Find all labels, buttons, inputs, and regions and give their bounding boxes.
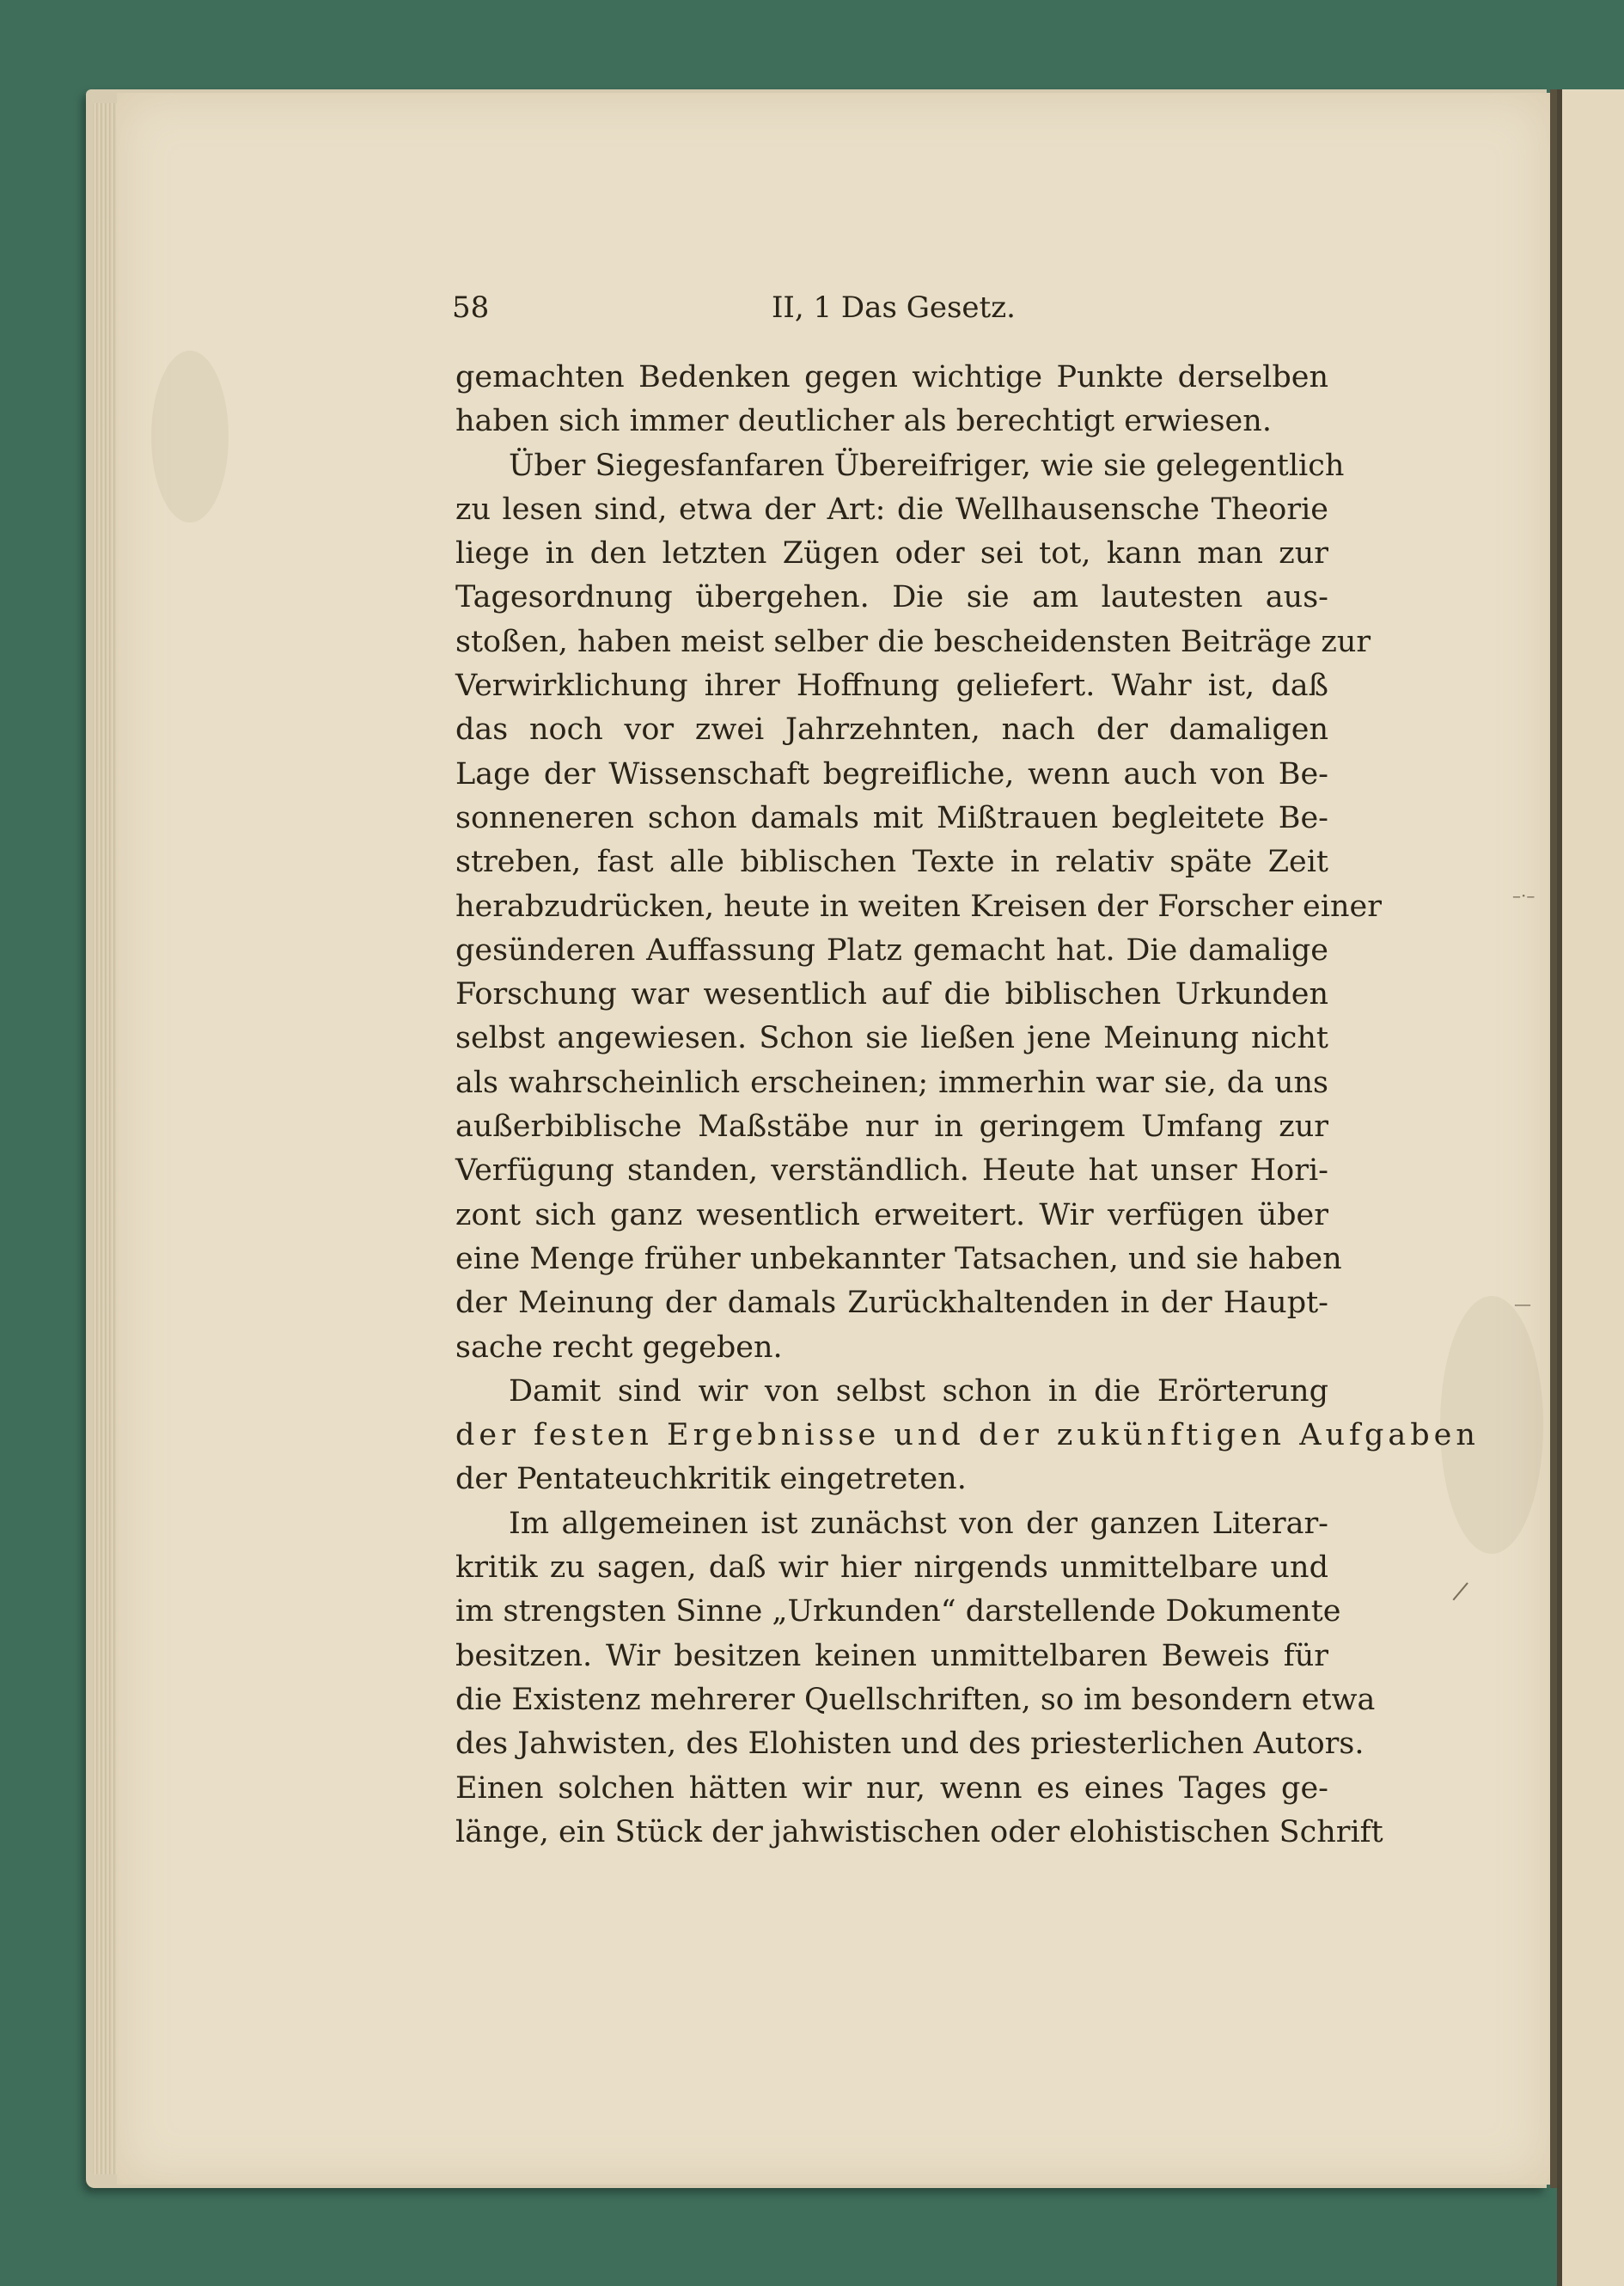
text-line: des Jahwisten, des Elohisten und des priesterlichen Autors. (455, 1727, 1365, 1762)
text-line: das noch vor zwei Jahrzehnten, nach der damaligen (455, 712, 1328, 748)
text-line: gemachten Bedenken gegen wichtige Punkte derselben (455, 360, 1328, 394)
page-number: 58 (452, 290, 490, 325)
text-line: zont sich ganz wesentlich erweitert. Wir verfügen über (455, 1197, 1328, 1232)
text-line: der Meinung der damals Zurückhaltenden in der Haupt- (455, 1286, 1328, 1321)
text-line: eine Menge früher unbekannter Tatsachen, und sie haben (455, 1241, 1342, 1276)
margin-mark: –·– (1512, 885, 1535, 906)
text-line: Damit sind wir von selbst schon in die Erörterung (509, 1373, 1328, 1409)
margin-mark: | (1450, 1578, 1473, 1604)
text-line: Einen solchen hätten wir nur, wenn es eines Tages ge- (455, 1770, 1328, 1806)
text-line: liege in den letzten Zügen oder sei tot, kann man zur (455, 536, 1328, 572)
text-line: Verfügung standen, verständlich. Heute hat unser Hori- (455, 1153, 1328, 1189)
facing-page-edge (1557, 89, 1624, 2286)
text-line: zu lesen sind, etwa der Art: die Wellhausensche Theorie (455, 492, 1328, 527)
text-line: der Pentateuchkritik eingetreten. (455, 1462, 967, 1497)
text-line: der festen Ergebnisse und der zukünftigen Aufgaben (455, 1418, 1480, 1453)
text-line: sonneneren schon damals mit Mißtrauen begleitete Be- (455, 800, 1328, 835)
text-line: Lage der Wissenschaft begreifliche, wenn auch von Be- (455, 756, 1328, 792)
text-line: Forschung war wesentlich auf die biblischen Urkunden (455, 977, 1328, 1012)
body-text (455, 356, 1480, 1855)
text-line: sache recht gegeben. (455, 1329, 783, 1365)
text-line: besitzen. Wir besitzen keinen unmittelbaren Beweis für (455, 1638, 1328, 1673)
text-line: herabzudrücken, heute in weiten Kreisen der Forscher einer (455, 889, 1382, 924)
running-head (452, 290, 1328, 335)
text-line: Verwirklichung ihrer Hoffnung geliefert. Wahr ist, daß (455, 669, 1328, 704)
text-line: haben sich immer deutlicher als berechtigt erwiesen. (455, 404, 1272, 439)
paper-stain (151, 351, 229, 523)
text-line: Im allgemeinen ist zunächst von der ganzen Literar- (509, 1506, 1328, 1541)
text-line: als wahrscheinlich erscheinen; immerhin war sie, da uns (455, 1065, 1328, 1100)
text-line: Über Siegesfanfaren Übereifriger, wie sie gelegentlich (509, 448, 1345, 483)
text-line: Tagesordnung übergehen. Die sie am lautesten aus- (455, 580, 1328, 615)
text-line: die Existenz mehrerer Quellschriften, so im besondern etwa (455, 1682, 1376, 1717)
text-line: selbst angewiesen. Schon sie ließen jene Meinung nicht (455, 1021, 1328, 1056)
running-title: II, 1 Das Gesetz. (772, 290, 1016, 325)
margin-mark: — (1514, 1293, 1531, 1314)
text-line: im strengsten Sinne „Urkunden“ darstellende Dokumente (455, 1594, 1341, 1629)
text-line: stoßen, haben meist selber die bescheidensten Beiträge zur (455, 624, 1371, 659)
text-line: kritik zu sagen, daß wir hier nirgends unmittelbare und (455, 1550, 1328, 1586)
text-line: streben, fast alle biblischen Texte in relativ späte Zeit (455, 845, 1328, 880)
text-line: gesünderen Auffassung Platz gemacht hat. Die damalige (455, 932, 1328, 968)
text-line: länge, ein Stück der jahwistischen oder elohistischen Schrift (455, 1814, 1383, 1849)
text-line: außerbiblische Maßstäbe nur in geringem Umfang zur (455, 1109, 1328, 1145)
